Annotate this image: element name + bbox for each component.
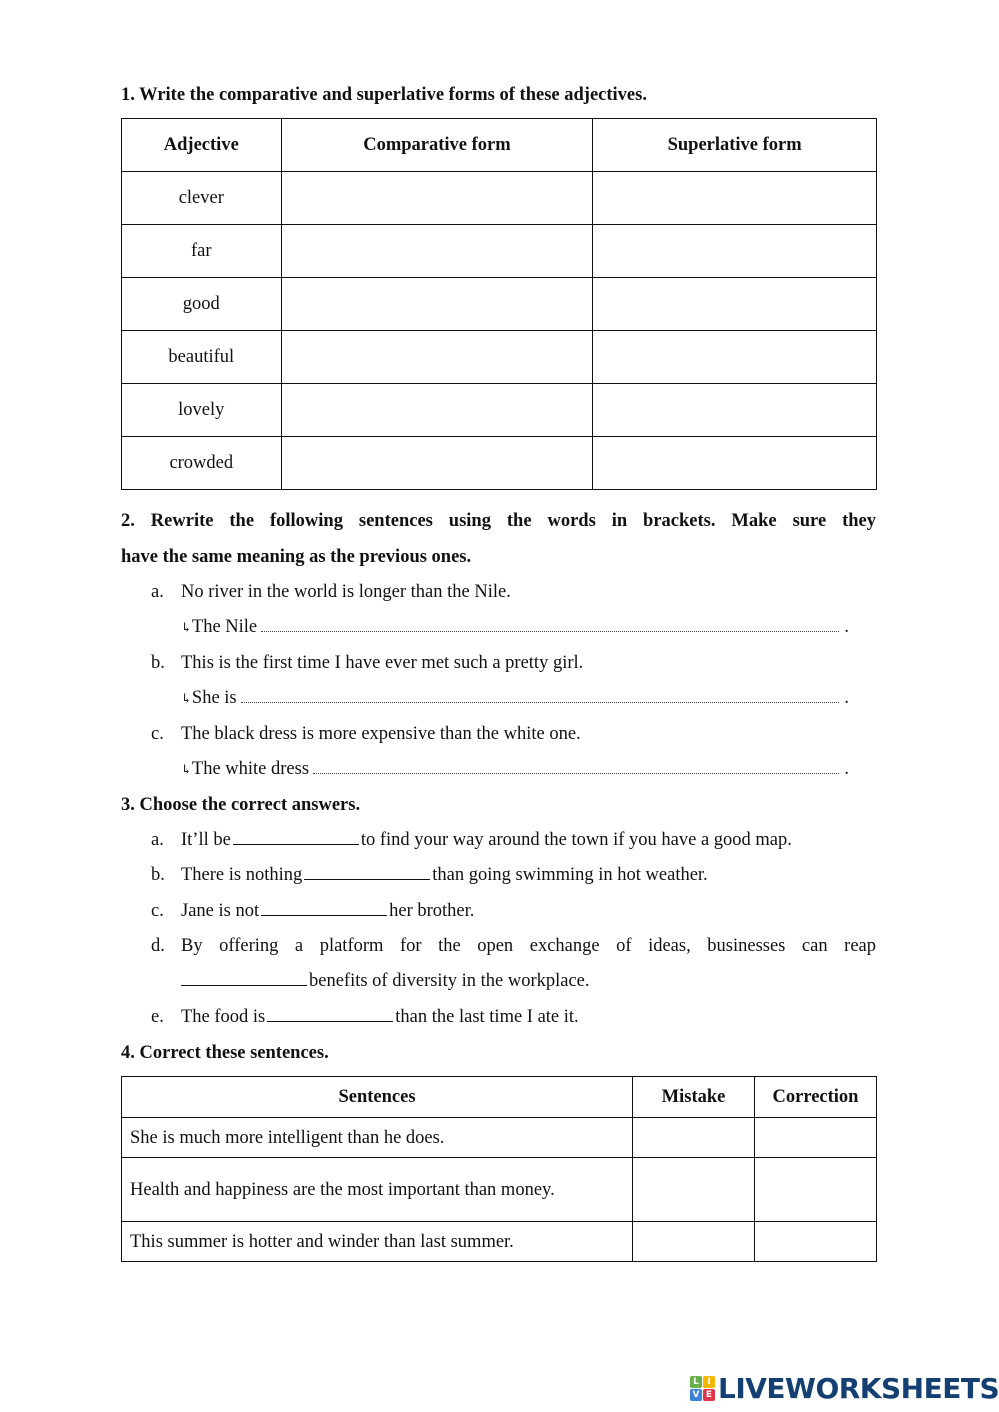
item-label: d. [151, 936, 165, 956]
header-mistake: Mistake [633, 1077, 755, 1118]
sentence-cell: This summer is hotter and winder than last summer. [122, 1222, 633, 1262]
sentence-row [122, 1222, 877, 1262]
mistake-input[interactable] [633, 1118, 755, 1158]
end-period: . [844, 688, 849, 708]
end-period: . [844, 617, 849, 637]
adjective-cell: good [122, 278, 282, 331]
answer-input[interactable] [261, 614, 839, 632]
rewrite-answer-line [121, 610, 876, 645]
answer-blank[interactable] [261, 895, 387, 916]
answer-prompt: The white dress [191, 759, 310, 779]
adjective-row [122, 225, 877, 278]
adjective-cell: clever [122, 172, 282, 225]
rewrite-item [121, 575, 876, 610]
comparative-input[interactable] [281, 331, 593, 384]
comparative-input[interactable] [281, 172, 593, 225]
rewrite-item [121, 646, 876, 681]
logo-tiles-icon: L I V E [690, 1376, 715, 1401]
adjective-row [122, 437, 877, 490]
arrow-icon: ↳ [181, 762, 192, 777]
item-sentence: This is the first time I have ever met such a pretty girl. [181, 653, 584, 673]
superlative-input[interactable] [593, 437, 877, 490]
superlative-input[interactable] [593, 278, 877, 331]
adjective-table [121, 118, 877, 490]
item-label: e. [151, 1007, 164, 1027]
superlative-input[interactable] [593, 331, 877, 384]
item-text-before: The food is [181, 1007, 266, 1027]
section2-title-cont: have the same meaning as the previous ones. [121, 547, 472, 567]
item-sentence: The black dress is more expensive than the white one. [181, 724, 581, 744]
item-text-before: It’ll be [181, 830, 231, 850]
logo-text: LIVEWORKSHEETS [718, 1372, 999, 1405]
item-text-before: Jane is not [181, 901, 260, 921]
section4-title: 4. Correct these sentences. [121, 1043, 329, 1063]
section3-title: 3. Choose the correct answers. [121, 795, 361, 815]
answer-blank[interactable] [233, 824, 359, 845]
sentence-row [122, 1158, 877, 1222]
mistake-input[interactable] [633, 1158, 755, 1222]
rewrite-item [121, 717, 876, 752]
correction-table [121, 1076, 877, 1262]
comparative-input[interactable] [281, 278, 593, 331]
arrow-icon: ↳ [181, 691, 192, 706]
adjective-row [122, 331, 877, 384]
adjective-cell: far [122, 225, 282, 278]
rewrite-answer-line [121, 752, 876, 787]
adjective-row [122, 384, 877, 437]
adjective-cell: lovely [122, 384, 282, 437]
header-sentences: Sentences [122, 1077, 633, 1118]
comparative-input[interactable] [281, 437, 593, 490]
section1-title: 1. Write the comparative and superlative forms of these adjectives. [121, 85, 647, 105]
answer-input[interactable] [241, 685, 840, 703]
correction-input[interactable] [755, 1118, 877, 1158]
arrow-icon: ↳ [181, 620, 192, 635]
item-label: a. [151, 830, 164, 850]
item-text-after: to find your way around the town if you have a good map. [360, 830, 792, 850]
item-text: By offering a platform for the open exchange of ideas, businesses can reap [181, 936, 876, 956]
comparative-input[interactable] [281, 384, 593, 437]
choice-item [121, 858, 876, 893]
adjective-cell: beautiful [122, 331, 282, 384]
item-label: c. [151, 901, 164, 921]
comparative-input[interactable] [281, 225, 593, 278]
item-text-after: than going swimming in hot weather. [432, 865, 708, 885]
choice-item [121, 823, 876, 858]
correction-input[interactable] [755, 1158, 877, 1222]
header-superlative: Superlative form [593, 119, 877, 172]
choice-item [121, 894, 876, 929]
header-correction: Correction [755, 1077, 877, 1118]
superlative-input[interactable] [593, 384, 877, 437]
mistake-input[interactable] [633, 1222, 755, 1262]
adjective-row [122, 172, 877, 225]
answer-prompt: The Nile [191, 617, 258, 637]
item-text-after: benefits of diversity in the workplace. [309, 971, 590, 991]
end-period: . [844, 759, 849, 779]
answer-blank[interactable] [304, 859, 430, 880]
item-text-after: her brother. [389, 901, 475, 921]
sentence-cell: Health and happiness are the most important than money. [122, 1158, 633, 1222]
answer-input[interactable] [313, 756, 839, 774]
item-text-after: than the last time I ate it. [395, 1007, 579, 1027]
adjective-cell: crowded [122, 437, 282, 490]
correction-input[interactable] [755, 1222, 877, 1262]
superlative-input[interactable] [593, 225, 877, 278]
header-adjective: Adjective [122, 119, 282, 172]
header-comparative: Comparative form [281, 119, 593, 172]
rewrite-answer-line [121, 681, 876, 716]
sentence-cell: She is much more intelligent than he does. [122, 1118, 633, 1158]
item-label: b. [151, 865, 165, 885]
answer-blank[interactable] [267, 1001, 393, 1022]
item-sentence: No river in the world is longer than the Nile. [181, 582, 511, 602]
superlative-input[interactable] [593, 172, 877, 225]
adjective-row [122, 278, 877, 331]
item-label: a. [151, 582, 164, 602]
choice-item [121, 1000, 876, 1035]
choice-item [121, 929, 876, 964]
item-text-before: There is nothing [181, 865, 303, 885]
answer-prompt: She is [191, 688, 237, 708]
item-label: b. [151, 653, 165, 673]
answer-blank[interactable] [181, 965, 307, 986]
section2-title: 2. Rewrite the following sentences using the words in brackets. Make sure they [121, 511, 876, 531]
item-label: c. [151, 724, 164, 744]
sentence-row [122, 1118, 877, 1158]
choice-item-cont [121, 964, 876, 999]
liveworksheets-logo [690, 1372, 999, 1405]
